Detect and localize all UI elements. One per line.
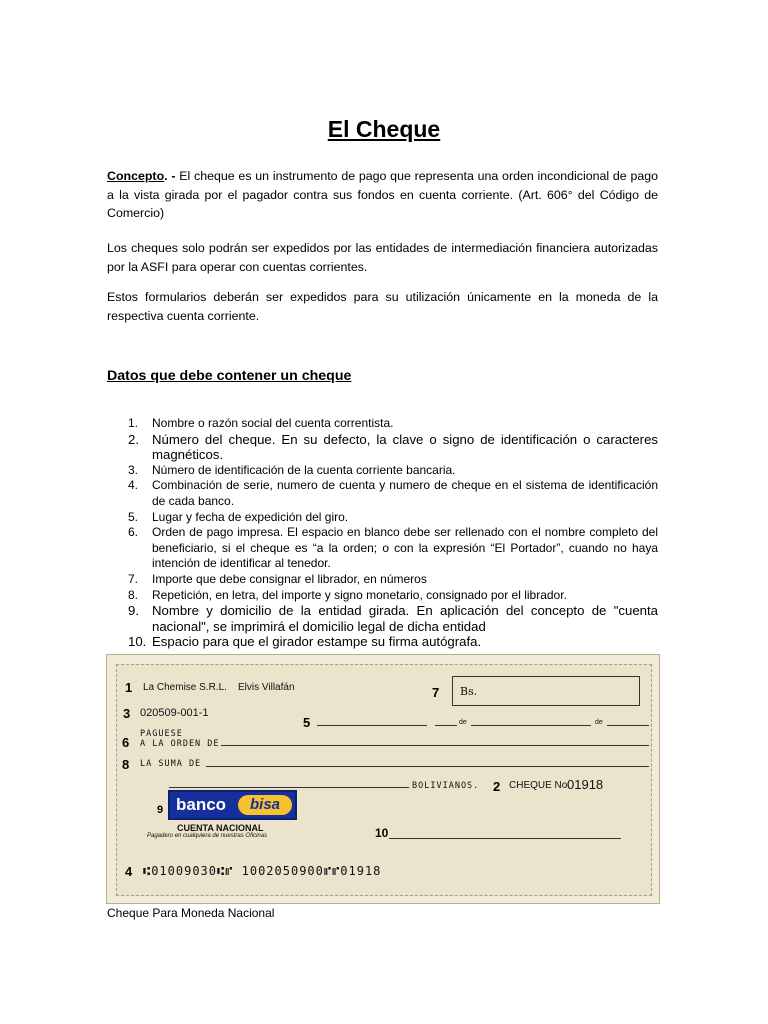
section-heading: Datos que debe contener un cheque <box>107 368 352 384</box>
marker-5: 5 <box>303 715 311 730</box>
amount-box <box>452 676 640 706</box>
cheque-holder: La Chemise S.R.L. <box>143 682 227 693</box>
paragraph-asfi: Los cheques solo podrán ser expedidos por las entidades de intermediación financiera autorizadas por la ASFI para operar con cuentas corrientes. <box>107 241 658 274</box>
micr-line: ⑆01009030⑆⑈ 1002050900⑈⑈01918 <box>143 864 382 878</box>
list-item: 7. Importe que debe consignar el librador, en números <box>128 571 427 586</box>
cuenta-nacional: CUENTA NACIONAL <box>177 823 264 833</box>
amount-words-line-2 <box>169 787 409 788</box>
place-line <box>317 725 427 726</box>
concept-text: El cheque es un instrumento de pago que representa una orden incondicional de pago a la vista girada por el pagador contra sus fondos en cuenta corriente. (Art. 606° del Código de Comercio) <box>107 169 659 220</box>
bank-logo-word-banco: banco <box>176 795 227 814</box>
marker-2: 2 <box>493 779 501 794</box>
marker-1: 1 <box>125 680 133 695</box>
requirements-list <box>107 416 658 650</box>
bs-label: Bs. <box>460 685 478 698</box>
list-item: 6. Orden de pago impresa. El espacio en blanco debe ser rellenado con el nombre completo del beneficiario, si el cheque es “a la orden; o con la expresión “El Portador”, cuando no haya intención de identificar al tenedor. <box>128 525 658 571</box>
marker-4: 4 <box>125 864 133 879</box>
concept-paragraph <box>107 167 658 223</box>
bank-logo <box>168 790 297 820</box>
cheque-caption: Cheque Para Moneda Nacional <box>107 906 275 920</box>
paguese-label: PAGUESE <box>140 729 183 739</box>
cheque-image <box>106 654 660 904</box>
list-item: 4. Combinación de serie, numero de cuenta y numero de cheque en el sistema de identificación de cada banco. <box>128 478 658 508</box>
page-title: El Cheque <box>327 116 441 142</box>
cheque-number: 01918 <box>567 777 604 792</box>
a-la-orden-label: A LA ORDEN DE <box>140 739 220 749</box>
bolivianos-label: BOLIVIANOS. <box>412 781 480 791</box>
cheque-holder-2: Elvis Villafán <box>238 682 295 693</box>
bank-logo-word-bisa: bisa <box>238 795 292 815</box>
concept-lead: Concepto. - <box>107 169 176 183</box>
signature-line <box>389 838 621 839</box>
account-number: 020509-001-1 <box>140 707 209 719</box>
list-item: 3. Número de identificación de la cuenta corriente bancaria. <box>128 462 456 477</box>
marker-8: 8 <box>122 757 130 772</box>
marker-3: 3 <box>123 706 131 721</box>
month-line <box>471 725 591 726</box>
de-label-1: de <box>459 719 467 726</box>
payee-line <box>221 745 649 746</box>
amount-words-line <box>206 766 649 767</box>
marker-6: 6 <box>122 735 130 750</box>
list-item: 1. Nombre o razón social del cuenta correntista. <box>128 416 394 430</box>
paragraph-moneda: Estos formularios deberán ser expedidos para su utilización únicamente en la moneda de la respectiva cuenta corriente. <box>107 290 658 323</box>
de-label-2: de <box>595 719 603 726</box>
list-item: 2. Número del cheque. En su defecto, la clave o signo de identificación o caracteres magnéticos. <box>128 431 658 463</box>
la-suma-label: LA SUMA DE <box>140 759 202 769</box>
marker-9: 9 <box>157 804 164 816</box>
marker-10: 10 <box>375 826 389 840</box>
list-item: 8. Repetición, en letra, del importe y signo monetario, consignado por el librador. <box>128 587 567 602</box>
list-item: 10. Espacio para que el girador estampe su firma autógrafa. <box>128 634 482 650</box>
day-line <box>435 725 457 726</box>
cheque-no-label: CHEQUE No. <box>509 780 571 791</box>
pagadero-text: Pagadero en cualquiera de nuestras Oficinas <box>147 833 268 839</box>
list-item: 5. Lugar y fecha de expedición del giro. <box>128 509 349 524</box>
marker-7: 7 <box>432 685 440 700</box>
list-item: 9. Nombre y domicilio de la entidad girada. En aplicación del concepto de "cuenta nacional", se imprimirá el domicilio legal de dicha entidad <box>128 603 658 634</box>
year-line <box>607 725 649 726</box>
